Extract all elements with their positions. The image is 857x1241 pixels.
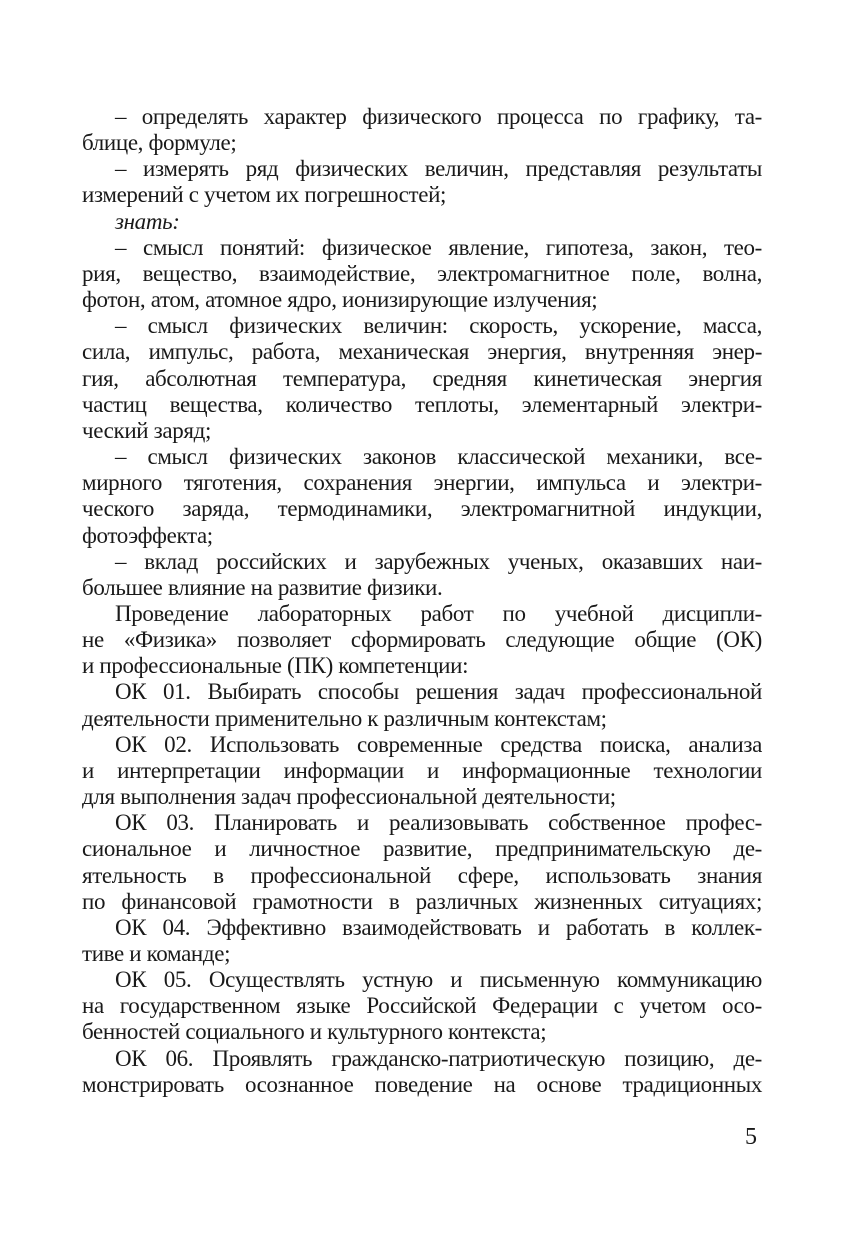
text-line: ОК 04. Эффективно взаимодействовать и работать в коллек-: [115, 914, 762, 940]
text-line: – смысл физических законов классической механики, все-: [115, 444, 762, 470]
text-line: гия, абсолютная температура, средняя кинетическая энергия: [82, 365, 762, 391]
text-line: знать:: [115, 208, 180, 234]
text-line: – вклад российских и зарубежных ученых, оказавших наи-: [115, 548, 762, 574]
body-text: [82, 104, 762, 1098]
text-line: измерений с учетом их погрешностей;: [82, 182, 447, 208]
page-number: 5: [745, 1124, 757, 1150]
text-line: сиональное и личностное развитие, предпринимательскую де-: [82, 836, 762, 862]
text-line: – смысл физических величин: скорость, ускорение, масса,: [115, 313, 762, 339]
text-line: не «Физика» позволяет сформировать следующие общие (ОК): [82, 627, 762, 653]
text-line: ятельность в профессиональной сфере, использовать знания: [82, 862, 762, 888]
text-line: монстрировать осознанное поведение на основе традиционных: [82, 1071, 762, 1097]
text-line: на государственном языке Российской Федерации с учетом осо-: [82, 993, 762, 1019]
text-line: ОК 06. Проявлять гражданско-патриотическую позицию, де-: [115, 1045, 762, 1071]
text-line: ОК 05. Осуществлять устную и письменную коммуникацию: [115, 967, 762, 993]
text-line: ОК 02. Использовать современные средства поиска, анализа: [115, 731, 762, 757]
text-line: фотоэффекта;: [82, 522, 213, 548]
text-line: блице, формуле;: [82, 130, 237, 156]
text-line: деятельности применительно к различным контекстам;: [82, 705, 607, 731]
text-line: ческого заряда, термодинамики, электромагнитной индукции,: [82, 496, 762, 522]
text-line: ОК 03. Планировать и реализовывать собственное профес-: [115, 810, 762, 836]
text-line: по финансовой грамотности в различных жизненных ситуациях;: [82, 888, 762, 914]
text-line: тиве и команде;: [82, 941, 231, 966]
text-line: и интерпретации информации и информационные технологии: [82, 757, 762, 783]
text-line: частиц вещества, количество теплоты, элементарный электри-: [82, 391, 762, 417]
text-line: ческий заряд;: [82, 417, 212, 443]
text-line: сила, импульс, работа, механическая энергия, внутренняя энер-: [82, 339, 762, 365]
text-line: для выполнения задач профессиональной деятельности;: [82, 784, 616, 810]
text-line: – измерять ряд физических величин, представляя результаты: [115, 156, 762, 182]
text-line: фотон, атом, атомное ядро, ионизирующие излучения;: [82, 287, 598, 313]
text-line: большее влияние на развитие физики.: [82, 574, 443, 600]
text-line: – смысл понятий: физическое явление, гипотеза, закон, тео-: [115, 234, 762, 260]
text-line: и профессиональные (ПК) компетенции:: [82, 653, 469, 679]
text-line: ОК 01. Выбирать способы решения задач профессиональной: [115, 679, 762, 705]
text-line: мирного тяготения, сохранения энергии, импульса и электри-: [82, 470, 762, 496]
text-line: рия, вещество, взаимодействие, электромагнитное поле, волна,: [82, 260, 762, 286]
text-line: – определять характер физического процесса по графику, та-: [115, 104, 762, 129]
text-line: Проведение лабораторных работ по учебной дисципли-: [115, 600, 762, 626]
text-line: бенностей социального и культурного контекста;: [82, 1019, 547, 1045]
